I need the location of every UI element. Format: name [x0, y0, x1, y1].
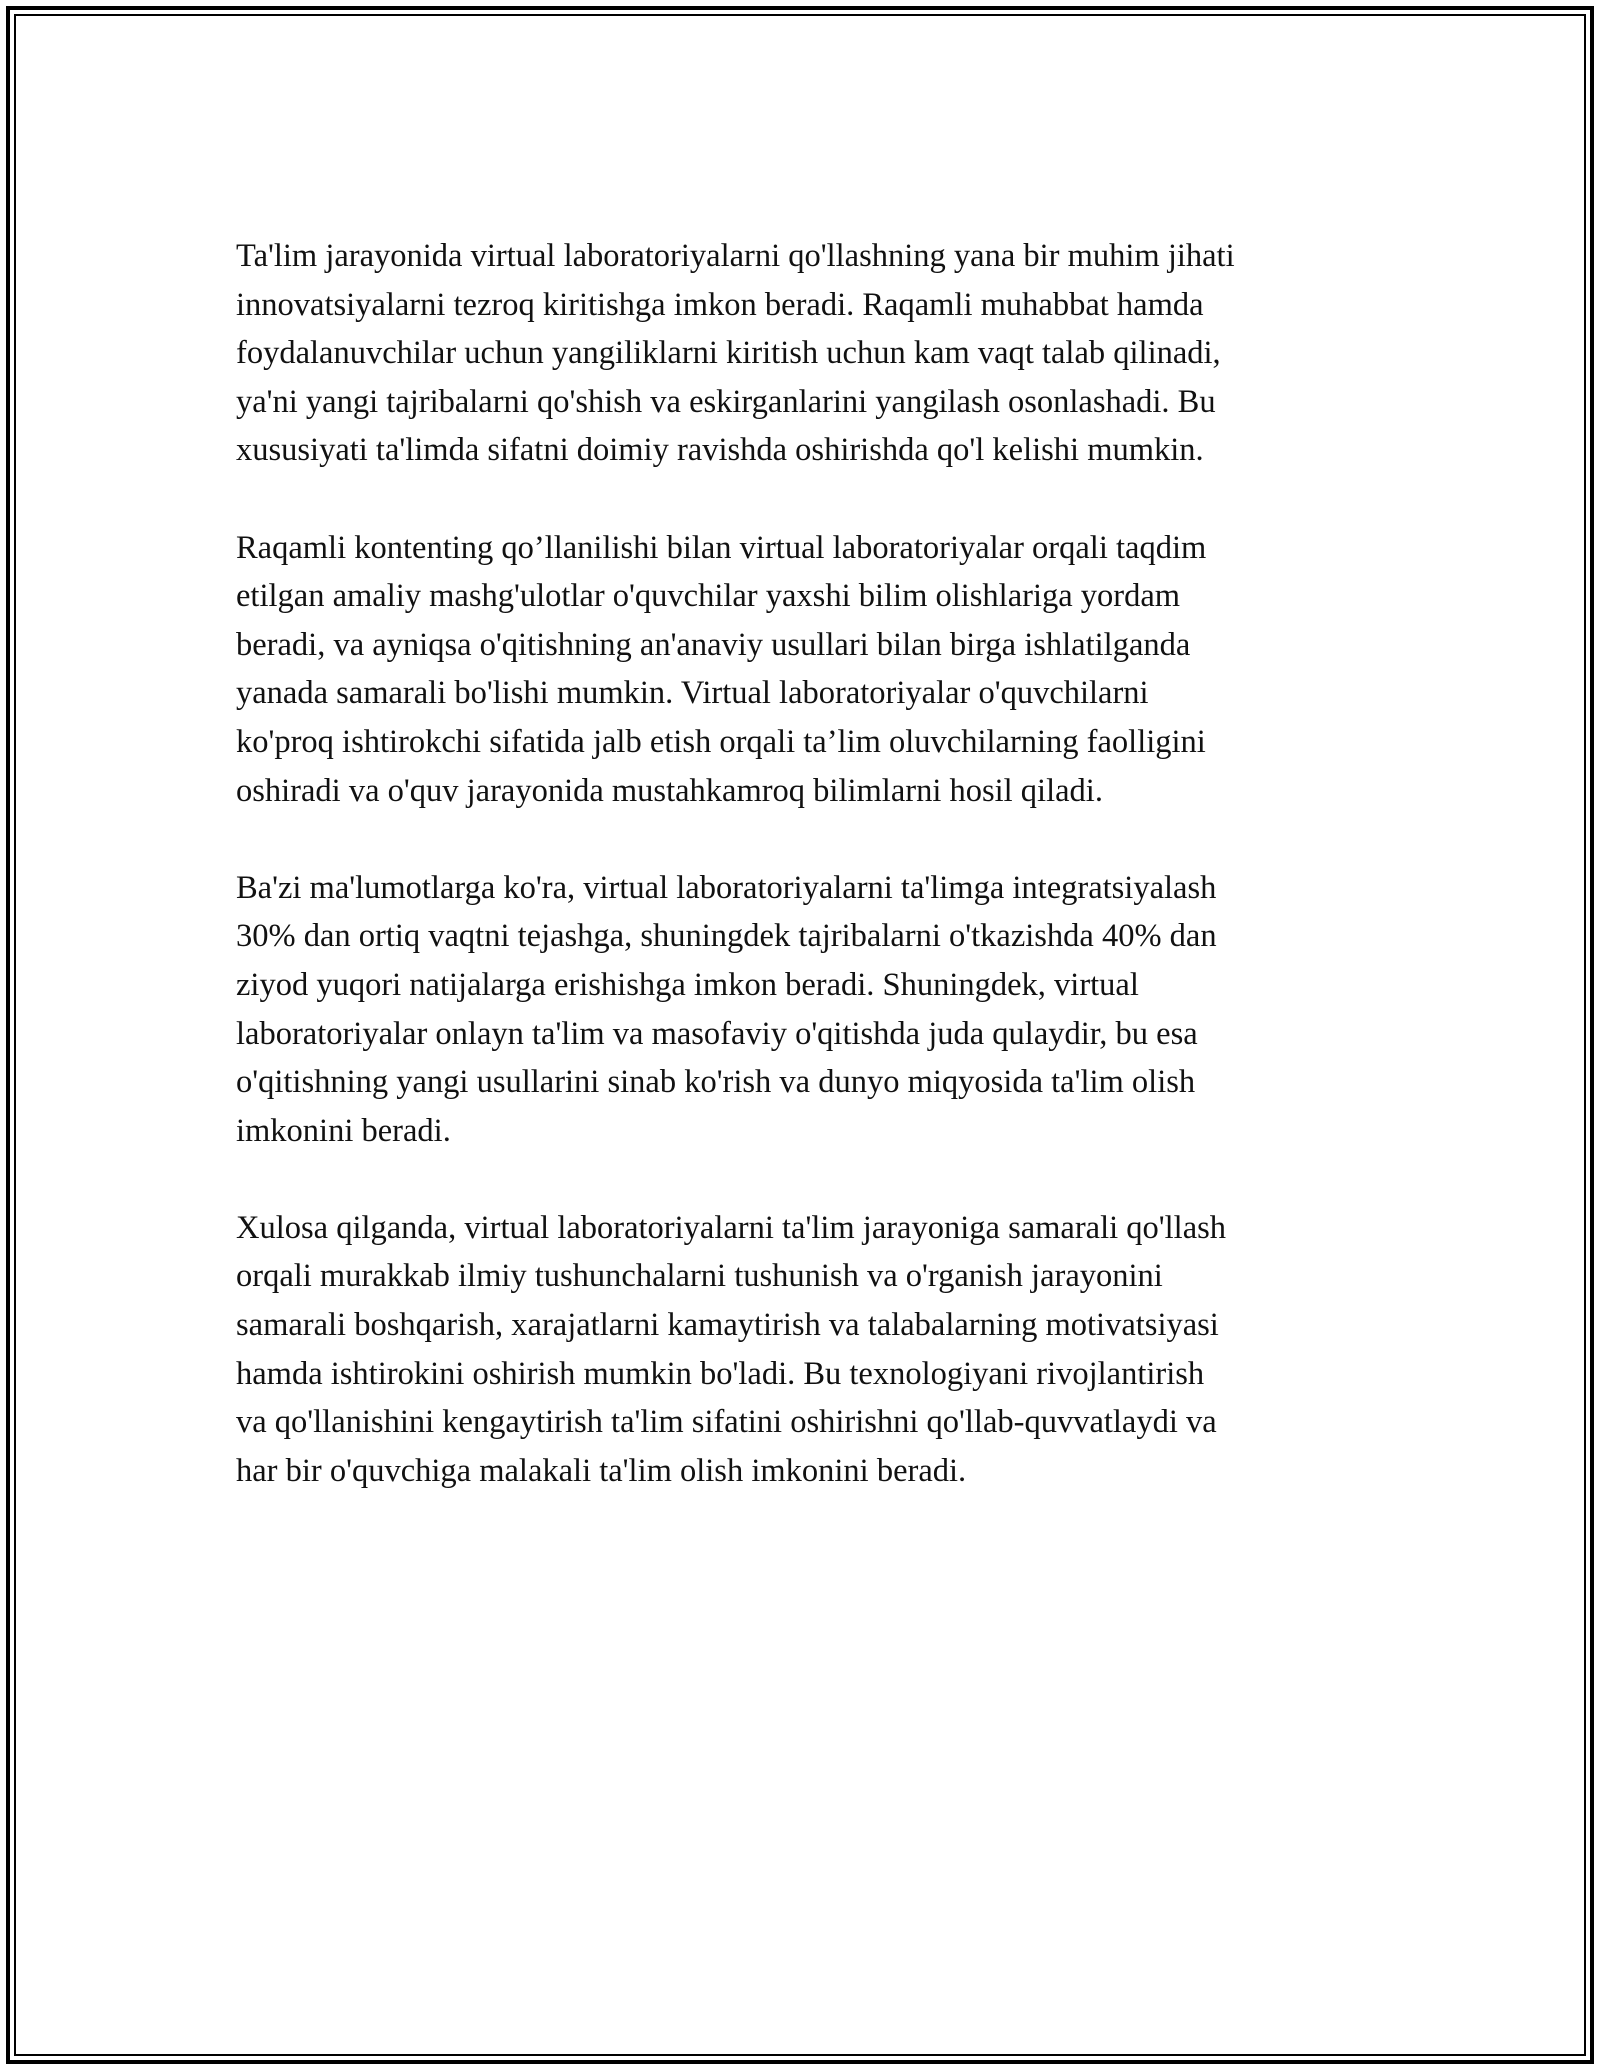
paragraph-line: ko'proq ishtirokchi sifatida jalb etish orqali ta’lim oluvchilarning faolligini [236, 723, 1206, 760]
paragraph-2 [236, 524, 1366, 816]
paragraph-line: laboratoriyalar onlayn ta'lim va masofaviy o'qitishda juda qulaydir, bu esa [236, 1015, 1198, 1052]
paragraph-1 [236, 232, 1366, 475]
paragraph-line: imkonini beradi. [236, 1112, 451, 1149]
document-body [236, 232, 1366, 1544]
paragraph-line: va qo'llanishini kengaytirish ta'lim sifatini oshirishni qo'llab-quvvatlaydi va [236, 1404, 1217, 1441]
paragraph-line: innovatsiyalarni tezroq kiritishga imkon beradi. Raqamli muhabbat hamda [236, 286, 1204, 323]
paragraph-3 [236, 864, 1366, 1156]
paragraph-line: Raqamli kontenting qo’llanilishi bilan virtual laboratoriyalar orqali taqdim [236, 529, 1207, 566]
paragraph-line: etilgan amaliy mashg'ulotlar o'quvchilar yaxshi bilim olishlariga yordam [236, 578, 1181, 615]
paragraph-line: orqali murakkab ilmiy tushunchalarni tushunish va o'rganish jarayonini [236, 1258, 1163, 1295]
paragraph-line: samarali boshqarish, xarajatlarni kamaytirish va talabalarning motivatsiyasi [236, 1307, 1219, 1344]
paragraph-4 [236, 1204, 1366, 1496]
paragraph-line: foydalanuvchilar uchun yangiliklarni kiritish uchun kam vaqt talab qilinadi, [236, 335, 1221, 372]
paragraph-line: yanada samarali bo'lishi mumkin. Virtual laboratoriyalar o'quvchilarni [236, 675, 1149, 712]
paragraph-line: ziyod yuqori natijalarga erishishga imkon beradi. Shuningdek, virtual [236, 966, 1139, 1003]
paragraph-line: beradi, va ayniqsa o'qitishning an'anaviy usullari bilan birga ishlatilganda [236, 626, 1191, 663]
paragraph-line: xususiyati ta'limda sifatni doimiy ravishda oshirishda qo'l kelishi mumkin. [236, 432, 1204, 469]
paragraph-line: hamda ishtirokini oshirish mumkin bo'ladi. Bu texnologiyani rivojlantirish [236, 1355, 1205, 1392]
paragraph-line: Ba'zi ma'lumotlarga ko'ra, virtual laboratoriyalarni ta'limga integratsiyalash [236, 869, 1217, 906]
paragraph-line: Ta'lim jarayonida virtual laboratoriyalarni qo'llashning yana bir muhim jihati [236, 238, 1235, 274]
paragraph-line: ya'ni yangi tajribalarni qo'shish va eskirganlarini yangilash osonlashadi. Bu [236, 383, 1216, 420]
paragraph-line: 30% dan ortiq vaqtni tejashga, shuningdek tajribalarni o'tkazishda 40% dan [236, 918, 1217, 955]
paragraph-line: o'qitishning yangi usullarini sinab ko'rish va dunyo miqyosida ta'lim olish [236, 1064, 1196, 1101]
paragraph-line: Xulosa qilganda, virtual laboratoriyalarni ta'lim jarayoniga samarali qo'llash [236, 1209, 1227, 1246]
paragraph-line: har bir o'quvchiga malakali ta'lim olish imkonini beradi. [236, 1452, 967, 1489]
paragraph-line: oshiradi va o'quv jarayonida mustahkamroq bilimlarni hosil qiladi. [236, 772, 1103, 809]
